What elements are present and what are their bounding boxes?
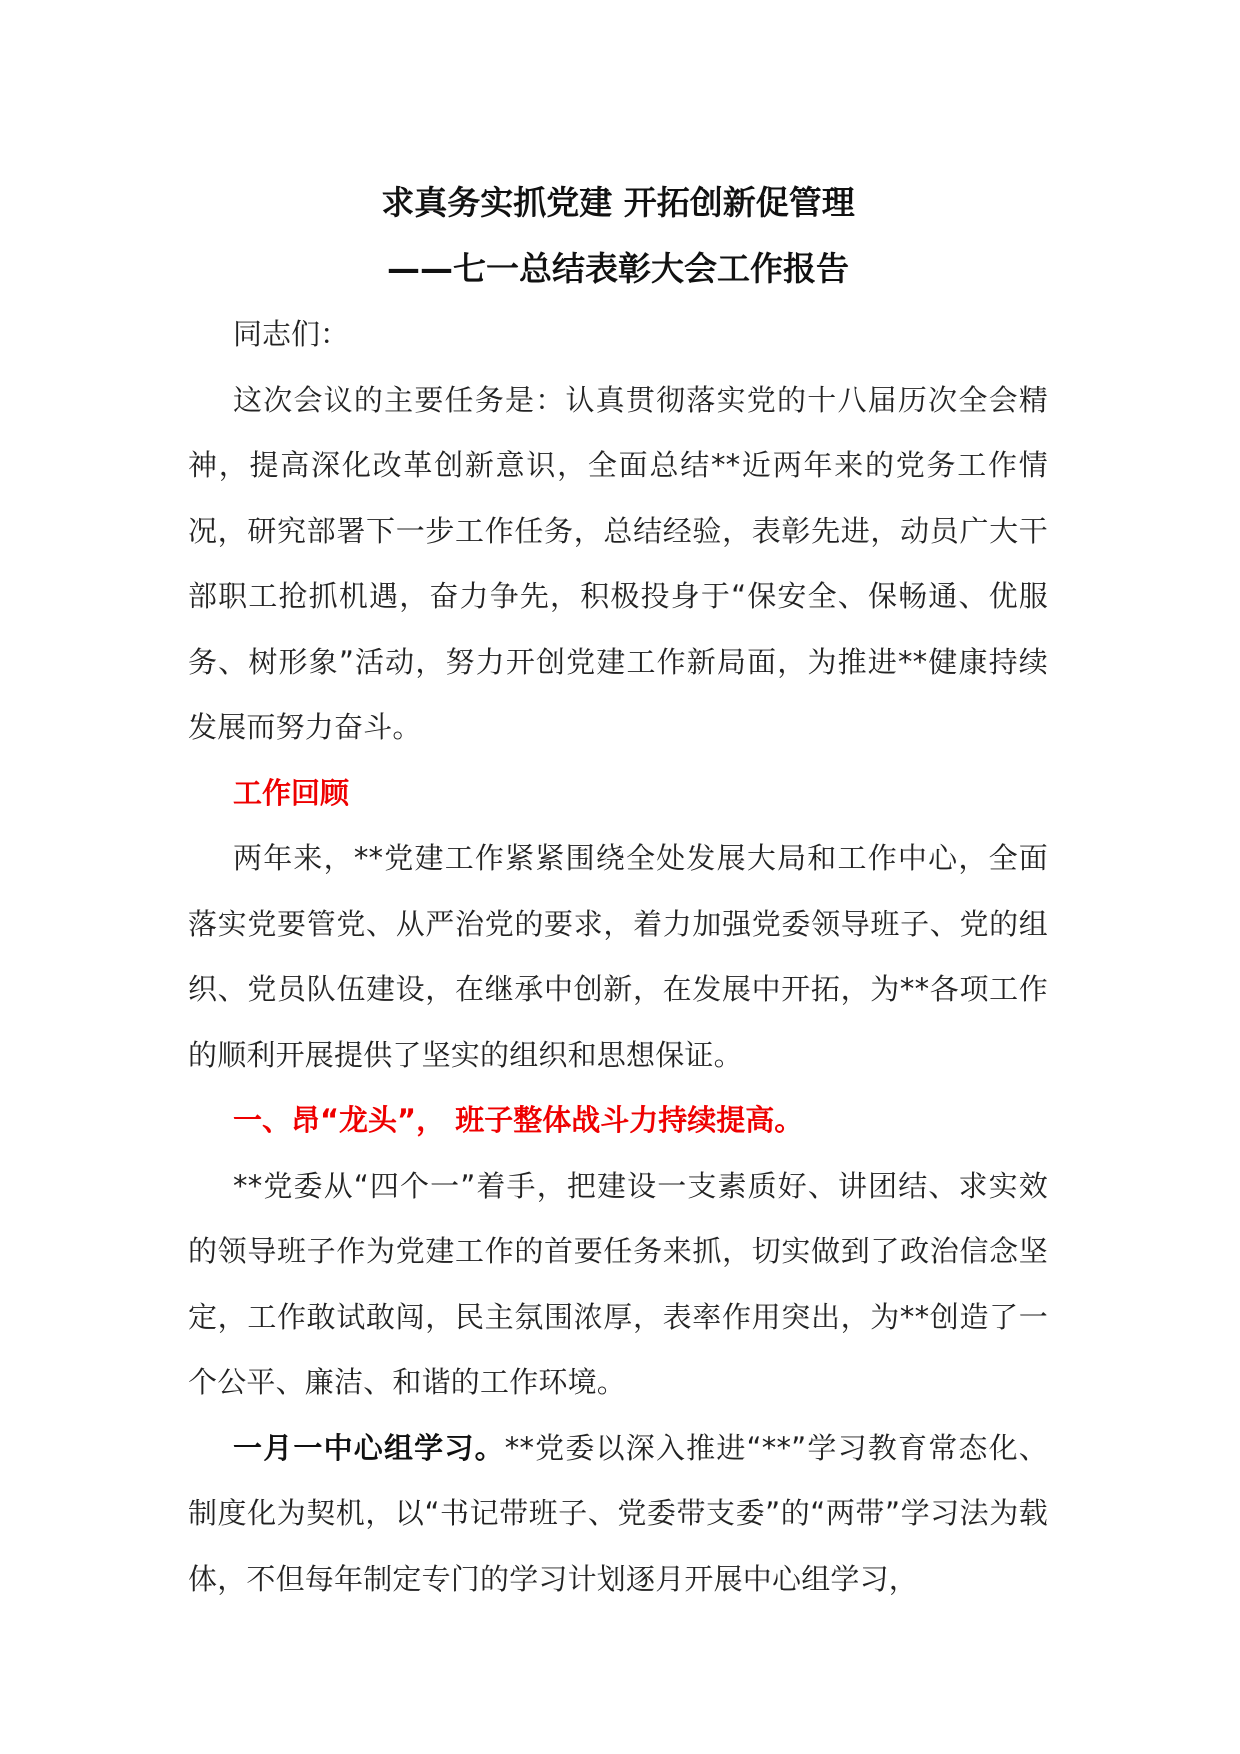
item1-lead: 一月一中心组学习。 [233, 1430, 505, 1465]
salutation: 同志们： [233, 317, 350, 351]
document-body [188, 170, 1048, 1612]
item1-paragraph [188, 1416, 1048, 1613]
intro-paragraph: 这次会议的主要任务是：认真贯彻落实党的十八届历次全会精神，提高深化改革创新意识，全面总结**近两年来的党务工作情况，研究部署下一步工作任务，总结经验，表彰先进，动员广大干部职工抢抓机遇，奋力争先，积极投身于“保安全、保畅通、优服务、树形象”活动，努力开创党建工作新局面，为推进**健康持续发展而努力奋斗。 [188, 382, 1048, 744]
document-title: 求真务实抓党建 开拓创新促管理 [381, 183, 855, 222]
item1-text: **党委以深入推进“**”学习教育常态化、制度化为契机，以“书记带班子、党委带支委”的“两带”学习法为载体，不但每年制定专门的学习计划逐月开展中心组学习， [188, 1430, 1048, 1596]
section-review-heading: 工作回顾 [233, 775, 350, 810]
section1-heading: 一、昂“龙头”， 班子整体战斗力持续提高。 [233, 1103, 804, 1137]
section-review-paragraph: 两年来，**党建工作紧紧围绕全处发展大局和工作中心，全面落实党要管党、从严治党的要求，着力加强党委领导班子、党的组织、党员队伍建设，在继承中创新，在发展中开拓，为**各项工作的顺利开展提供了坚实的组织和思想保证。 [188, 841, 1048, 1072]
document-subtitle: ——七一总结表彰大会工作报告 [387, 249, 849, 288]
section1-paragraph: **党委从“四个一”着手，把建设一支素质好、讲团结、求实效的领导班子作为党建工作的首要任务来抓，切实做到了政治信念坚定，工作敢试敢闯，民主氛围浓厚，表率作用突出，为**创造了一个公平、廉洁、和谐的工作环境。 [188, 1168, 1048, 1399]
